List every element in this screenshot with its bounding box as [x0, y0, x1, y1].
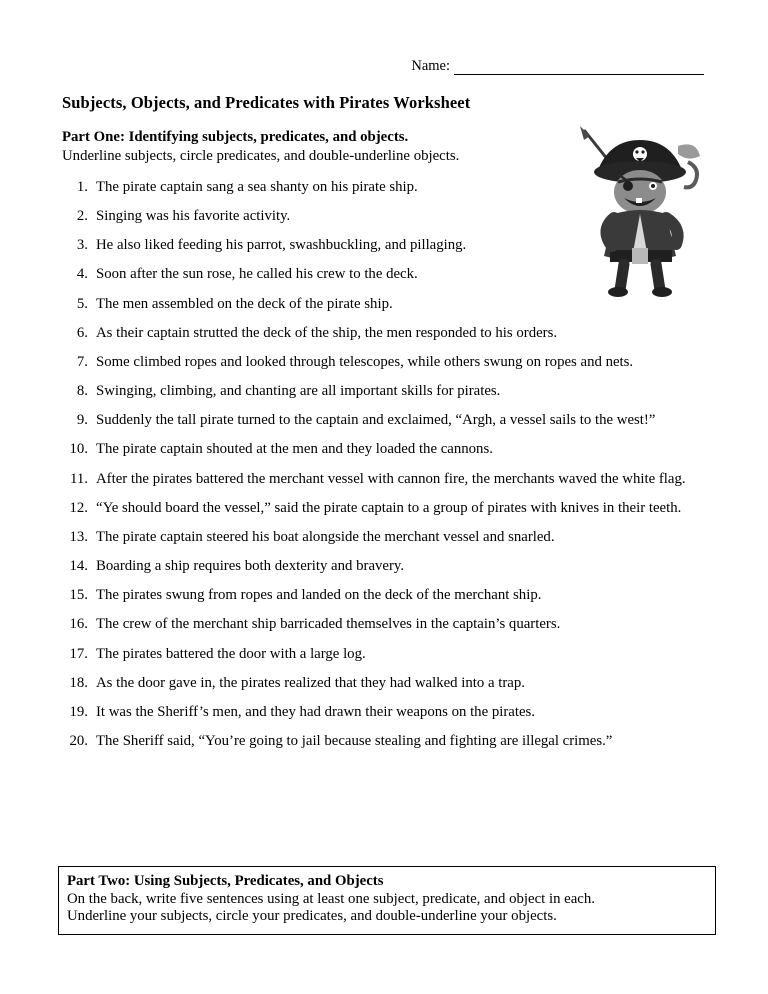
- list-item: [60, 441, 708, 458]
- item-number: 18.: [69, 674, 88, 691]
- item-number: 19.: [69, 703, 88, 720]
- part-two-line-2: Underline your subjects, circle your predicates, and double-underline your objects.: [67, 908, 557, 925]
- item-number: 4.: [76, 266, 88, 283]
- item-text: “Ye should board the vessel,” said the pirate captain to a group of pirates with knives in their teeth.: [96, 499, 682, 516]
- item-text: The crew of the merchant ship barricaded themselves in the captain’s quarters.: [96, 616, 561, 633]
- item-number: 2.: [76, 208, 88, 225]
- list-item: [60, 471, 708, 488]
- pirate-illustration: [570, 118, 710, 298]
- list-item: [60, 412, 708, 429]
- item-text: The pirate captain sang a sea shanty on his pirate ship.: [96, 179, 418, 195]
- item-text: Singing was his favorite activity.: [96, 208, 291, 225]
- list-item: [60, 587, 708, 604]
- item-number: 14.: [69, 558, 88, 575]
- item-text: Boarding a ship requires both dexterity and bravery.: [96, 558, 405, 575]
- page-title: Subjects, Objects, and Predicates with Pirates Worksheet: [62, 93, 471, 112]
- item-text: Swinging, climbing, and chanting are all important skills for pirates.: [96, 383, 501, 400]
- item-text: The pirate captain steered his boat alongside the merchant vessel and snarled.: [96, 528, 555, 545]
- item-number: 12.: [69, 499, 88, 516]
- item-number: 13.: [69, 528, 88, 545]
- item-text: As the door gave in, the pirates realized that they had walked into a trap.: [96, 674, 525, 691]
- item-number: 7.: [76, 353, 88, 370]
- item-number: 11.: [70, 470, 88, 487]
- list-item: [60, 325, 708, 342]
- item-text: The pirates swung from ropes and landed on the deck of the merchant ship.: [96, 587, 542, 604]
- item-text: The men assembled on the deck of the pirate ship.: [96, 295, 393, 312]
- pirate-body: [604, 210, 678, 297]
- part-one-instructions: Underline subjects, circle predicates, and double-underline objects.: [62, 148, 460, 164]
- item-text: Some climbed ropes and looked through telescopes, while others swung on ropes and nets.: [96, 353, 634, 370]
- list-item: [60, 675, 708, 692]
- item-number: 6.: [76, 324, 88, 341]
- item-number: 5.: [76, 295, 88, 312]
- item-text: As their captain strutted the deck of the ship, the men responded to his orders.: [96, 324, 558, 341]
- item-number: 17.: [69, 645, 88, 662]
- item-text: After the pirates battered the merchant vessel with cannon fire, the merchants waved the white flag.: [96, 470, 686, 487]
- name-field-row: [60, 58, 704, 75]
- part-two-box: [58, 866, 716, 935]
- item-number: 16.: [69, 616, 88, 633]
- item-number: 9.: [76, 412, 88, 429]
- item-number: 3.: [76, 237, 88, 254]
- item-number: 20.: [69, 732, 88, 749]
- part-two-line-1: On the back, write five sentences using at least one subject, predicate, and object in each.: [67, 891, 595, 907]
- list-item: [60, 733, 708, 750]
- name-label: Name:: [411, 58, 450, 74]
- list-item: [60, 704, 708, 721]
- item-number: 15.: [69, 587, 88, 604]
- item-number: 1.: [76, 179, 88, 195]
- hook-icon: [684, 162, 697, 187]
- list-item: [60, 354, 708, 371]
- item-text: He also liked feeding his parrot, swashbuckling, and pillaging.: [96, 237, 467, 254]
- item-number: 8.: [76, 383, 88, 400]
- list-item: [60, 529, 708, 546]
- item-text: The pirates battered the door with a large log.: [96, 645, 366, 662]
- part-one-heading: Part One: Identifying subjects, predicates, and objects.: [62, 129, 409, 145]
- list-item: [60, 558, 708, 575]
- item-text: The Sheriff said, “You’re going to jail because stealing and fighting are illegal crimes.”: [96, 732, 613, 749]
- list-item: [60, 616, 708, 633]
- list-item: [60, 500, 708, 517]
- item-text: Soon after the sun rose, he called his crew to the deck.: [96, 266, 418, 283]
- item-number: 10.: [69, 441, 88, 458]
- list-item: [60, 383, 708, 400]
- item-text: Suddenly the tall pirate turned to the captain and exclaimed, “Argh, a vessel sails to the west!”: [96, 412, 656, 429]
- part-two-heading: Part Two: Using Subjects, Predicates, and Objects: [67, 873, 384, 889]
- item-text: It was the Sheriff’s men, and they had drawn their weapons on the pirates.: [96, 703, 535, 720]
- list-item: [60, 296, 708, 313]
- pirate-face: [614, 170, 666, 214]
- list-item: [60, 646, 708, 663]
- item-text: The pirate captain shouted at the men and they loaded the cannons.: [96, 441, 493, 458]
- name-input-blank[interactable]: [454, 60, 704, 75]
